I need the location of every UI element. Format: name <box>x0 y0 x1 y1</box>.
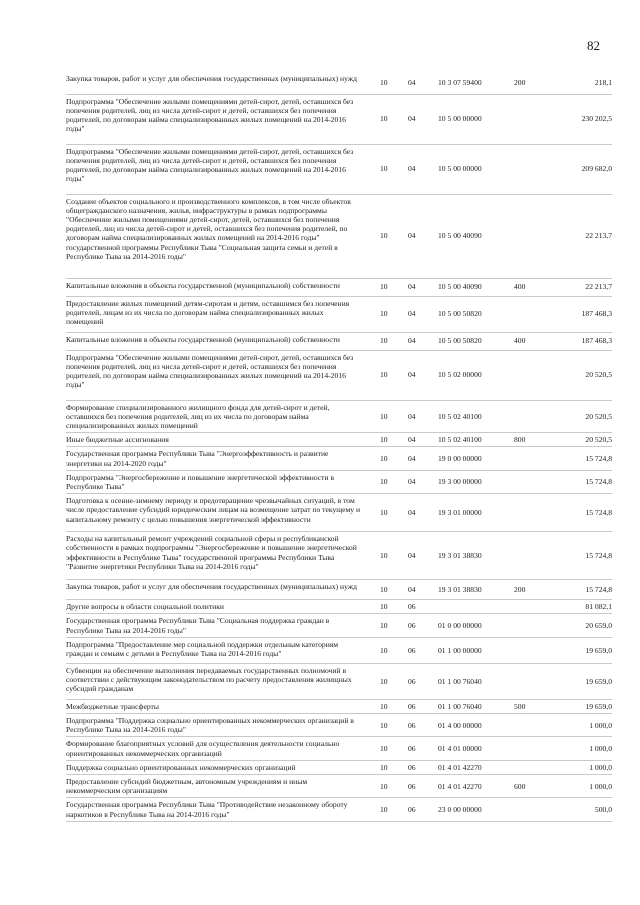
row-target-article-code: 01 0 00 00000 <box>428 614 514 637</box>
row-target-article-code: 10 5 00 40090 <box>428 278 514 296</box>
row-expense-type-code <box>514 600 544 614</box>
row-section-code: 10 <box>368 447 400 470</box>
row-expense-type-code <box>514 144 544 194</box>
table-row <box>66 400 612 433</box>
row-subsection-code: 04 <box>400 278 428 296</box>
table-row <box>66 737 612 760</box>
row-subsection-code: 06 <box>400 663 428 699</box>
row-section-code: 10 <box>368 332 400 350</box>
row-target-article-code: 10 5 00 50820 <box>428 296 514 332</box>
table-row <box>66 350 612 400</box>
row-amount: 209 682,0 <box>544 144 612 194</box>
table-row <box>66 614 612 637</box>
row-name: Подпрограмма "Энергосбережение и повышение энергетической эффективности в Республике Тыва" <box>66 470 368 493</box>
table-row <box>66 144 612 194</box>
row-section-code: 10 <box>368 433 400 447</box>
table-row <box>66 447 612 470</box>
row-expense-type-code <box>514 350 544 400</box>
row-subsection-code: 04 <box>400 532 428 580</box>
row-name: Предоставление жилых помещений детям-сиротам и детям, оставшимся без попечения родителей, лицам из их числа по договорам найма специализированных жилых помещений <box>66 296 368 332</box>
row-expense-type-code: 200 <box>514 580 544 600</box>
row-amount: 22 213,7 <box>544 278 612 296</box>
table-row <box>66 699 612 713</box>
row-name: Предоставление субсидий бюджетным, автономным учреждениям и иным некоммерческим организациям <box>66 774 368 797</box>
row-target-article-code: 10 5 02 40100 <box>428 433 514 447</box>
row-expense-type-code <box>514 614 544 637</box>
row-target-article-code: 10 5 02 00000 <box>428 350 514 400</box>
row-amount: 19 659,0 <box>544 699 612 713</box>
row-target-article-code: 01 1 00 76040 <box>428 663 514 699</box>
row-subsection-code: 04 <box>400 296 428 332</box>
row-subsection-code: 04 <box>400 72 428 94</box>
row-target-article-code: 19 0 00 00000 <box>428 447 514 470</box>
table-row <box>66 332 612 350</box>
row-target-article-code: 10 5 00 00000 <box>428 94 514 144</box>
row-amount: 15 724,8 <box>544 447 612 470</box>
row-target-article-code: 19 3 01 38830 <box>428 532 514 580</box>
table-row <box>66 296 612 332</box>
row-amount: 15 724,8 <box>544 532 612 580</box>
budget-table <box>66 72 612 822</box>
row-subsection-code: 06 <box>400 737 428 760</box>
row-name: Государственная программа Республики Тыва "Социальная поддержка граждан в Республике Тыва на 2014-2016 годы" <box>66 614 368 637</box>
row-expense-type-code <box>514 494 544 532</box>
row-subsection-code: 06 <box>400 699 428 713</box>
row-target-article-code: 01 4 01 42270 <box>428 760 514 774</box>
row-name: Закупка товаров, работ и услуг для обеспечения государственных (муниципальных) нужд <box>66 72 368 94</box>
row-name: Подпрограмма "Обеспечение жилыми помещениями детей-сирот, детей, оставшихся без попечения родителей, лиц из числа детей-сирот и детей, оставшихся без попечения родителей, по договорам найма специализированных жилых помещений на 2014-2016 годы" <box>66 144 368 194</box>
row-section-code: 10 <box>368 194 400 278</box>
row-amount: 187 468,3 <box>544 332 612 350</box>
row-name: Формирование специализированного жилищного фонда для детей-сирот и детей, оставшихся без попечения родителей, лиц из их числа по договорам найма специализированных жилых помещений <box>66 400 368 433</box>
row-target-article-code: 10 5 02 40100 <box>428 400 514 433</box>
table-row <box>66 798 612 821</box>
table-row <box>66 470 612 493</box>
row-section-code: 10 <box>368 637 400 663</box>
table-row <box>66 774 612 797</box>
row-section-code: 10 <box>368 296 400 332</box>
row-subsection-code: 06 <box>400 774 428 797</box>
row-target-article-code: 10 5 00 50820 <box>428 332 514 350</box>
row-target-article-code: 19 3 01 38830 <box>428 580 514 600</box>
row-section-code: 10 <box>368 278 400 296</box>
row-amount: 1 000,0 <box>544 774 612 797</box>
row-amount: 20 520,5 <box>544 350 612 400</box>
row-expense-type-code <box>514 296 544 332</box>
row-name: Подпрограмма "Предоставление мер социальной поддержки отдельным категориям граждан и семьям с детьми в Республике Тыва на 2014-2016 годы" <box>66 637 368 663</box>
row-expense-type-code <box>514 637 544 663</box>
row-amount: 19 659,0 <box>544 637 612 663</box>
row-amount: 230 202,5 <box>544 94 612 144</box>
row-section-code: 10 <box>368 798 400 821</box>
row-expense-type-code <box>514 737 544 760</box>
row-subsection-code: 04 <box>400 332 428 350</box>
row-amount: 1 000,0 <box>544 713 612 736</box>
row-expense-type-code <box>514 798 544 821</box>
row-expense-type-code: 800 <box>514 433 544 447</box>
row-section-code: 10 <box>368 580 400 600</box>
row-amount: 15 724,8 <box>544 580 612 600</box>
row-target-article-code: 19 3 01 00000 <box>428 494 514 532</box>
table-row <box>66 760 612 774</box>
row-expense-type-code <box>514 447 544 470</box>
row-subsection-code: 04 <box>400 400 428 433</box>
row-expense-type-code: 400 <box>514 332 544 350</box>
row-target-article-code: 10 3 07 59400 <box>428 72 514 94</box>
row-target-article-code: 01 4 01 42270 <box>428 774 514 797</box>
row-subsection-code: 04 <box>400 433 428 447</box>
row-amount: 1 000,0 <box>544 737 612 760</box>
row-section-code: 10 <box>368 350 400 400</box>
row-section-code: 10 <box>368 713 400 736</box>
row-amount: 1 000,0 <box>544 760 612 774</box>
row-amount: 15 724,8 <box>544 494 612 532</box>
row-amount: 15 724,8 <box>544 470 612 493</box>
row-section-code: 10 <box>368 400 400 433</box>
row-target-article-code: 01 1 00 00000 <box>428 637 514 663</box>
table-row <box>66 433 612 447</box>
row-name: Подпрограмма "Поддержка социально ориентированных некоммерческих организаций в Республике Тыва на 2014-2016 годы" <box>66 713 368 736</box>
row-subsection-code: 06 <box>400 600 428 614</box>
row-expense-type-code: 600 <box>514 774 544 797</box>
row-subsection-code: 06 <box>400 713 428 736</box>
row-section-code: 10 <box>368 737 400 760</box>
row-target-article-code: 10 5 00 40090 <box>428 194 514 278</box>
row-section-code: 10 <box>368 600 400 614</box>
row-subsection-code: 04 <box>400 194 428 278</box>
row-subsection-code: 04 <box>400 144 428 194</box>
row-amount: 20 520,5 <box>544 433 612 447</box>
row-expense-type-code <box>514 194 544 278</box>
row-name: Межбюджетные трансферты <box>66 699 368 713</box>
row-name: Капитальные вложения в объекты государственной (муниципальной) собственности <box>66 278 368 296</box>
table-row <box>66 494 612 532</box>
row-name: Капитальные вложения в объекты государственной (муниципальной) собственности <box>66 332 368 350</box>
table-row <box>66 637 612 663</box>
row-section-code: 10 <box>368 760 400 774</box>
row-amount: 20 520,5 <box>544 400 612 433</box>
row-target-article-code: 01 4 01 00000 <box>428 737 514 760</box>
table-row <box>66 72 612 94</box>
row-section-code: 10 <box>368 614 400 637</box>
row-subsection-code: 04 <box>400 470 428 493</box>
row-name: Расходы на капитальный ремонт учреждений социальной сферы и республиканской собственности в рамках подпрограммы "Энергосбережение и повышение энергетической эффективности в Республике Тыва" государственной программы Республики Тыва "Развитие энергетики Республики Тыва на 2014-2016 годы" <box>66 532 368 580</box>
row-subsection-code: 04 <box>400 580 428 600</box>
table-row <box>66 278 612 296</box>
row-expense-type-code <box>514 400 544 433</box>
row-expense-type-code <box>514 94 544 144</box>
table-row <box>66 94 612 144</box>
row-name: Государственная программа Республики Тыва "Энергоэффективность и развитие энергетики на 2014-2020 годы" <box>66 447 368 470</box>
row-name: Государственная программа Республики Тыва "Противодействие незаконному обороту наркотиков в Республике Тыва на 2014-2016 годы" <box>66 798 368 821</box>
row-target-article-code <box>428 600 514 614</box>
row-section-code: 10 <box>368 532 400 580</box>
table-row <box>66 600 612 614</box>
row-target-article-code: 10 5 00 00000 <box>428 144 514 194</box>
row-subsection-code: 04 <box>400 494 428 532</box>
row-name: Закупка товаров, работ и услуг для обеспечения государственных (муниципальных) нужд <box>66 580 368 600</box>
row-name: Подпрограмма "Обеспечение жилыми помещениями детей-сирот, детей, оставшихся без попечения родителей, лиц из числа детей-сирот и детей, оставшихся без попечения родителей, по договорам найма специализированных жилых помещений на 2014-2016 годы" <box>66 350 368 400</box>
row-expense-type-code: 200 <box>514 72 544 94</box>
row-target-article-code: 01 1 00 76040 <box>428 699 514 713</box>
row-subsection-code: 06 <box>400 760 428 774</box>
row-amount: 218,1 <box>544 72 612 94</box>
row-amount: 20 659,0 <box>544 614 612 637</box>
row-section-code: 10 <box>368 663 400 699</box>
row-expense-type-code <box>514 532 544 580</box>
row-name: Формирование благоприятных условий для осуществления деятельности социально ориентированных некоммерческих организаций <box>66 737 368 760</box>
budget-table-body <box>66 72 612 821</box>
row-expense-type-code <box>514 760 544 774</box>
row-section-code: 10 <box>368 470 400 493</box>
row-subsection-code: 04 <box>400 94 428 144</box>
page-number: 82 <box>587 38 600 53</box>
row-expense-type-code <box>514 713 544 736</box>
row-subsection-code: 04 <box>400 350 428 400</box>
row-name: Другие вопросы в области социальной политики <box>66 600 368 614</box>
row-name: Поддержка социально ориентированных некоммерческих организаций <box>66 760 368 774</box>
row-name: Подготовка к осенне-зимнему периоду и предотвращение чрезвычайных ситуаций, в том числе предоставление субсидий юридическим лицам на возмещение затрат по текущему и капитальному ремонту с целью повышения энергетической эффективности <box>66 494 368 532</box>
row-target-article-code: 19 3 00 00000 <box>428 470 514 493</box>
row-name: Субвенции на обеспечение выполнения передаваемых государственных полномочий в соответствии с действующим законодательством по расчету предоставления жилищных субсидий гражданам <box>66 663 368 699</box>
row-amount: 500,0 <box>544 798 612 821</box>
row-subsection-code: 06 <box>400 614 428 637</box>
table-row <box>66 194 612 278</box>
row-name: Иные бюджетные ассигнования <box>66 433 368 447</box>
table-row <box>66 713 612 736</box>
row-amount: 19 659,0 <box>544 663 612 699</box>
row-name: Подпрограмма "Обеспечение жилыми помещениями детей-сирот, детей, оставшихся без попечения родителей, лиц из числа детей-сирот и детей, оставшихся без попечения родителей, по договорам найма специализированных жилых помещений на 2014-2016 годы" <box>66 94 368 144</box>
row-section-code: 10 <box>368 144 400 194</box>
table-row <box>66 532 612 580</box>
row-expense-type-code: 400 <box>514 278 544 296</box>
row-expense-type-code <box>514 470 544 493</box>
row-subsection-code: 06 <box>400 798 428 821</box>
row-section-code: 10 <box>368 94 400 144</box>
row-section-code: 10 <box>368 699 400 713</box>
table-row <box>66 663 612 699</box>
row-name: Создание объектов социального и производственного комплексов, в том числе объектов общегражданского назначения, жилья, инфраструктуры в рамках подпрограммы "Обеспечение жилыми помещениями детей-сирот, детей, оставшихся без попечения родителей, лиц из числа детей-сирот и детей, оставшихся без попечения родителей, по договорам найма специализированных жилых помещений на 2014-2016 годы" государственной программы Республики Тыва "Социальная защита семьи и детей в Республике Тыва на 2014-2016 годы" <box>66 194 368 278</box>
row-target-article-code: 23 0 00 00000 <box>428 798 514 821</box>
row-section-code: 10 <box>368 774 400 797</box>
row-section-code: 10 <box>368 494 400 532</box>
row-section-code: 10 <box>368 72 400 94</box>
row-amount: 22 213,7 <box>544 194 612 278</box>
row-subsection-code: 04 <box>400 447 428 470</box>
table-row <box>66 580 612 600</box>
row-expense-type-code <box>514 663 544 699</box>
row-amount: 187 468,3 <box>544 296 612 332</box>
row-subsection-code: 06 <box>400 637 428 663</box>
row-expense-type-code: 500 <box>514 699 544 713</box>
row-amount: 81 082,1 <box>544 600 612 614</box>
row-target-article-code: 01 4 00 00000 <box>428 713 514 736</box>
